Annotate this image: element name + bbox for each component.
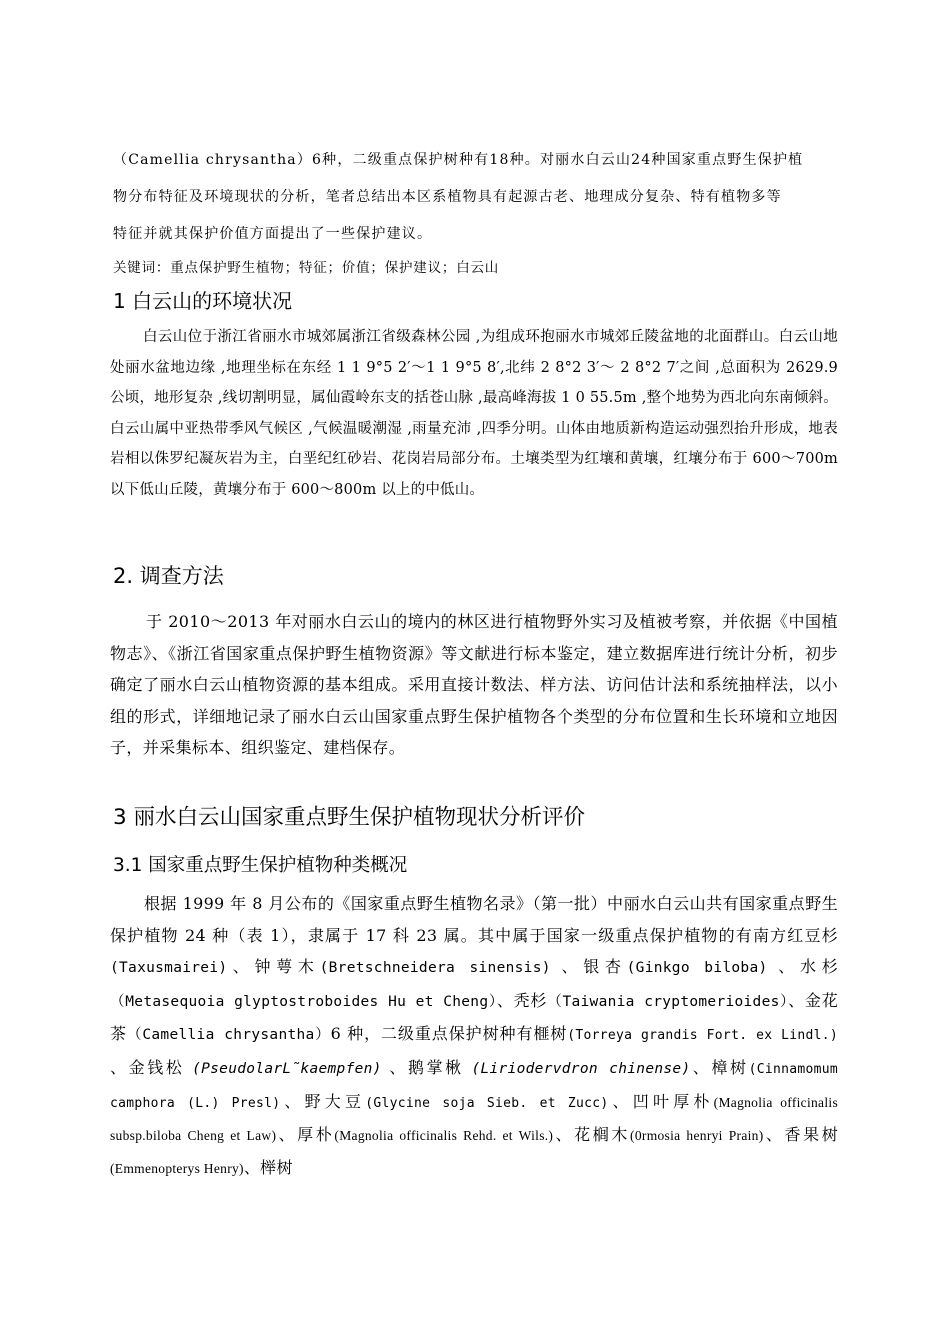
abstract-line-2: 物分布特征及环境现状的分析，笔者总结出本区系植物具有起源古老、地理成分复杂、特有植物多等 <box>113 189 782 205</box>
section-2-body: 于 2010～2013 年对丽水白云山的境内的林区进行植物野外实习及植被考察，并依据《中国植物志》、《浙江省国家重点保护野生植物资源》等文献进行标本鉴定，建立数据库进行统计分析，初步确定了丽水白云山植物资源的基本组成。采用直接计数法、样方法、访问估计法和系统抽样法，以小组的形式，详细地记录了丽水白云山国家重点野生保护植物各个类型的分布位置和生长环境和立地因子，并采集标本、组织鉴定、建档保存。 <box>110 612 838 757</box>
text-run: 、樟树 <box>690 1057 749 1077</box>
text-run: 、水杉 <box>767 957 839 977</box>
text-run: 、鹅掌楸 <box>381 1057 472 1077</box>
species-name: (Magnolia officinalis Rehd. et Wils.) <box>334 1128 554 1144</box>
text-run: 6 种，二级重点保护树种有榧树 <box>330 1024 568 1044</box>
text-run: 根据 1999 年 8 月公布的《国家重点野生植物名录》（第一批）中丽水白云山共有国家重点野生保护植物 24 种（表 1），隶属于 17 科 23 属。其中属于国家一级重点保护植物的有南方红豆杉 <box>110 894 838 945</box>
species-name: (Ginkgo biloba) <box>626 960 768 977</box>
species-name: （Metasequoia glyptostroboides Hu et Cheng） <box>110 993 497 1010</box>
keywords: 关键词：重点保护野生植物；特征；价值；保护建议；白云山 <box>113 260 500 276</box>
section-3-heading: 3 丽水白云山国家重点野生保护植物现状分析评价 <box>113 805 586 830</box>
text-run: 、金花茶 <box>110 990 839 1044</box>
species-name: （Camellia chrysantha） <box>126 1027 331 1044</box>
species-name: (Torreya grandis Fort. ex Lindl.) <box>567 1028 838 1044</box>
section-3-1-body <box>110 888 838 1184</box>
section-1-heading: 1 白云山的环境状况 <box>113 289 293 313</box>
species-name: （Taiwania cryptomerioides） <box>547 993 789 1010</box>
text-run: 、花榈木 <box>553 1125 631 1145</box>
text-run: 、金钱松 <box>110 1057 193 1077</box>
species-name: (PseudolarL˜kaempfen) <box>192 1060 382 1077</box>
text-run: 、秃杉 <box>496 990 548 1010</box>
section-1-body: 白云山位于浙江省丽水市城郊属浙江省级森林公园 ,为组成环抱丽水市城郊丘陵盆地的北面群山。白云山地处丽水盆地边缘 ,地理坐标在东经 1 1 9°5 2′～1 1 9°5 8′,北纬 2 8°2 3′～ 2 8°2 7′之间 ,总面积为 2629.9 公顷，地形复杂 ,线切割明显，属仙霞岭东支的括苍山脉 ,最高峰海拔 1 0 55.5m ,整个地势为西北向东南倾斜。白云山属中亚热带季风气候区 ,气候温暖潮湿 ,雨量充沛 ,四季分明。山体由地质新构造运动强烈抬升形成，地表岩相以侏罗纪凝灰岩为主，白垩纪红砂岩、花岗岩局部分布。土壤类型为红壤和黄壤，红壤分布于 600～700m 以下低山丘陵，黄壤分布于 600～800m 以上的中低山。 <box>110 329 838 498</box>
species-name: (Bretschneidera sinensis) <box>319 960 551 977</box>
text-run: 、野大豆 <box>280 1091 366 1111</box>
section-2-heading: 2. 调查方法 <box>113 564 224 588</box>
text-run: 、银杏 <box>550 957 627 977</box>
section-3-1-heading: 3.1 国家重点野生保护植物种类概况 <box>113 855 408 876</box>
text-run: 、榉树 <box>243 1157 293 1177</box>
species-name: (Magnolia officinalis subsp.biloba Cheng et Law) <box>110 1094 839 1144</box>
abstract-line-3: 特征并就其保护价值方面提出了一些保护建议。 <box>113 226 433 242</box>
text-run: 、香果树 <box>763 1125 838 1145</box>
species-name: (Liriodervdron chinense) <box>471 1060 691 1077</box>
species-name: (Glycine soja Sieb. et Zucc) <box>365 1095 609 1111</box>
species-name: (0rmosia henryi Prain) <box>630 1128 764 1144</box>
species-name: (Cinnamomum camphora (L.) Presl) <box>110 1061 838 1111</box>
text-run: 、凹叶厚朴 <box>608 1091 714 1111</box>
species-name: (Emmenopterys Henry) <box>110 1160 244 1176</box>
text-run: 、厚朴 <box>276 1125 335 1145</box>
species-name: (Taxusmairei) <box>110 960 228 977</box>
abstract-line-1: （Camellia chrysantha）6种，二级重点保护树种有18种。对丽水白云山24种国家重点野生保护植 <box>113 152 804 168</box>
text-run: 、钟萼木 <box>227 957 320 977</box>
